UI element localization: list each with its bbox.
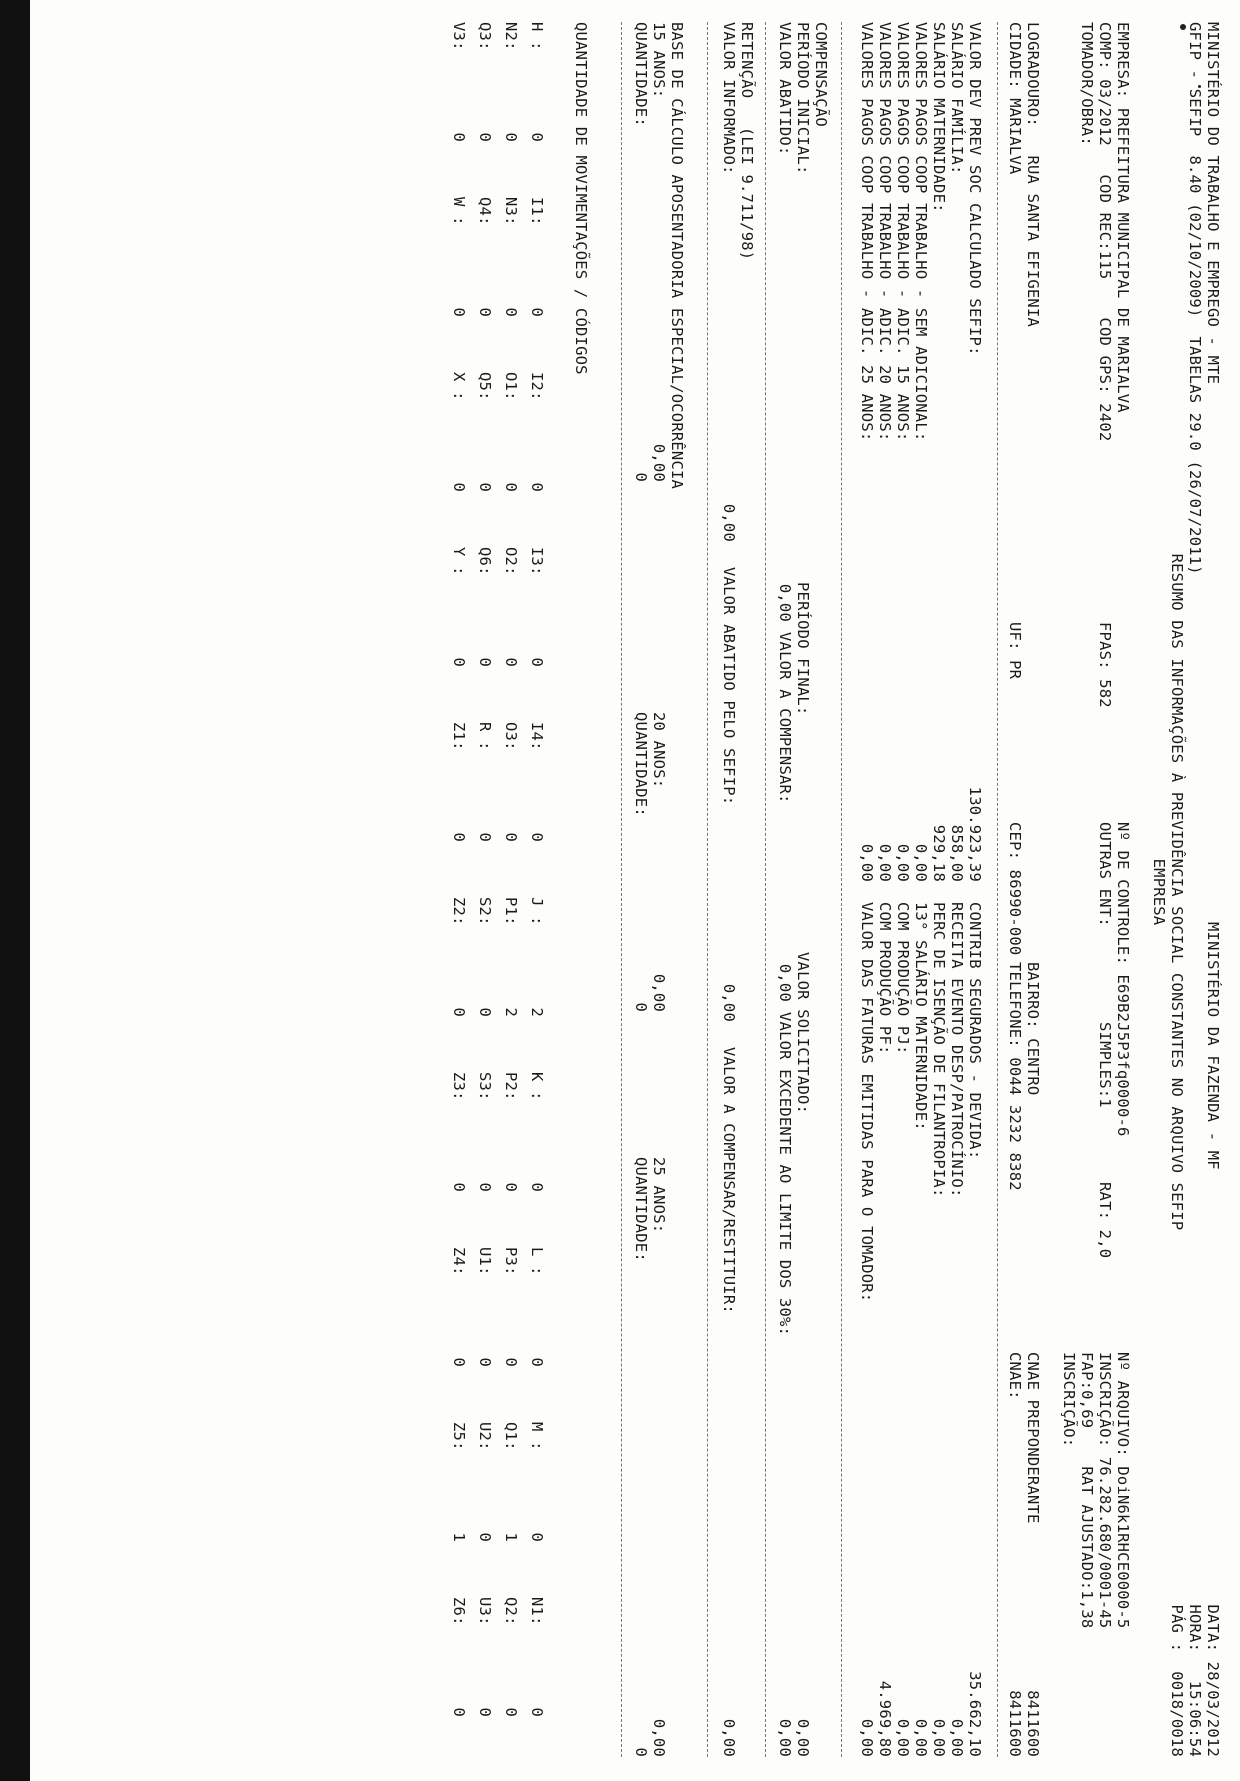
valor-abatido-sefip-label: VALOR ABATIDO PELO SEFIP: (720, 567, 738, 806)
numero-arquivo: Nº ARQUIVO: DoiN6k1RHCE0000-5 (1114, 1352, 1132, 1629)
mov-code-label: I1: (528, 197, 546, 226)
valor-value-2: 0,00 (894, 1718, 912, 1757)
mov-code-count: 0 (450, 482, 468, 492)
mov-code-count: 0 (528, 132, 546, 142)
mov-code-label: L : (528, 1247, 546, 1276)
mov-code-label: Q2: (502, 1597, 520, 1626)
mov-code-label: M : (528, 1422, 546, 1451)
valor-value: 0,00 (876, 843, 894, 882)
mov-code-count: 0 (450, 1007, 468, 1017)
mov-code-label: I2: (528, 372, 546, 401)
valor-value-2: 0,00 (912, 1718, 930, 1757)
mov-code-count: 0 (450, 1182, 468, 1192)
mov-code-count: 1 (502, 1532, 520, 1542)
valor-value-2: 0,00 (948, 1718, 966, 1757)
empresa-name: EMPRESA: PREFEITURA MUNICIPAL DE MARIALVA (1114, 22, 1132, 413)
numero-controle: Nº DE CONTROLE: E69B2J5P3fq0000-6 (1114, 822, 1132, 1137)
anos15-value: 0,00 (650, 443, 668, 482)
mov-code-count: 0 (502, 307, 520, 317)
telefone: TELEFONE: 0044 3232 8382 (1006, 962, 1024, 1191)
movimentacoes-title: QUANTIDADE DE MOVIMENTAÇÕES / CÓDIGOS (572, 22, 590, 375)
anos20-label: 20 ANOS: (650, 712, 668, 789)
mov-code-count: 1 (450, 1532, 468, 1542)
inscricao-tomador: INSCRIÇÃO: (1060, 1352, 1078, 1448)
fpas: FPAS: 582 (1096, 622, 1114, 708)
divider (841, 22, 842, 1757)
valor-value: 130.923,39 (966, 786, 984, 882)
periodo-inicial: PERÍODO INICIAL: (794, 22, 812, 175)
anos15-label: 15 ANOS: (650, 22, 668, 99)
mov-code-count: 0 (528, 1707, 546, 1717)
valor-label-2: CONTRIB SEGURADOS - DEVIDA: (966, 902, 984, 1160)
valor-value: 0,00 (894, 843, 912, 882)
logradouro: LOGRADOURO: RUA SANTA EFIGENIA (1024, 22, 1042, 328)
qtd15-value: 0 (632, 472, 650, 482)
valor-solicitado-label: VALOR SOLICITADO: (794, 952, 812, 1115)
valor-abatido-value: 0,00 (776, 583, 794, 622)
qtd25-value: 0 (632, 1747, 650, 1757)
mov-code-label: U1: (476, 1247, 494, 1276)
periodo-final: PERÍODO FINAL: (794, 582, 812, 716)
valor-value: 929,18 (930, 824, 948, 882)
report-date: DATA: 28/03/2012 (1204, 1604, 1222, 1757)
mov-code-label: Y : (450, 547, 468, 576)
mov-code-label: K : (528, 1072, 546, 1101)
valor-value-2: 35.662,10 (966, 1671, 984, 1757)
valor-label: SALÁRIO FAMÍLIA: (948, 22, 966, 175)
mov-code-label: U2: (476, 1422, 494, 1451)
mov-code-count: 0 (476, 657, 494, 667)
mov-code-label: O3: (502, 722, 520, 751)
mov-code-count: 0 (528, 307, 546, 317)
divider (765, 22, 766, 1757)
valor-compensar-restituir-label: VALOR A COMPENSAR/RESTITUIR: (720, 1047, 738, 1314)
mov-code-count: 2 (528, 1007, 546, 1017)
mov-code-label: P3: (502, 1247, 520, 1276)
valor-informado-value: 0,00 (720, 503, 738, 542)
mov-code-label: H : (528, 22, 546, 51)
cidade: CIDADE: MARIALVA (1006, 22, 1024, 175)
valor-label-2: 13° SALÁRIO MATERNIDADE: (912, 902, 930, 1131)
tomador-obra: TOMADOR/OBRA: (1078, 22, 1096, 146)
valor-label-2: RECEITA EVENTO DESP/PATROCÍNIO: (948, 902, 966, 1198)
mov-code-label: S2: (476, 897, 494, 926)
mov-code-count: 0 (502, 1707, 520, 1717)
mov-code-label: X : (450, 372, 468, 401)
divider (997, 22, 998, 1757)
anos25-value: 0,00 (650, 1718, 668, 1757)
mov-code-label: Q4: (476, 197, 494, 226)
valor-label-2: PERC DE ISENÇÃO DE FILANTROPIA: (930, 902, 948, 1198)
mov-code-label: Q6: (476, 547, 494, 576)
valor-label: SALÁRIO MATERNIDADE: (930, 22, 948, 213)
outras-entidades: OUTRAS ENT: (1096, 822, 1114, 927)
qtd15-label: QUANTIDADE: (632, 22, 650, 127)
mov-code-label: N1: (528, 1597, 546, 1626)
compensacao-title: COMPENSAÇÃO (812, 22, 830, 127)
mov-code-label: J : (528, 897, 546, 926)
fap-rat-ajustado: FAP:0,69 RAT AJUSTADO:1,38 (1078, 1352, 1096, 1629)
mov-code-label: R : (476, 722, 494, 751)
report-title: RESUMO DAS INFORMAÇÕES À PREVIDÊNCIA SOCIAL CONSTANTES NO ARQUIVO SEFIP (1168, 553, 1186, 1231)
mov-code-count: 0 (450, 832, 468, 842)
mov-code-count: 0 (528, 482, 546, 492)
cnae-label: CNAE: (1006, 1352, 1024, 1400)
qtd25-label: QUANTIDADE: (632, 1157, 650, 1262)
mov-code-count: 0 (450, 132, 468, 142)
mov-code-count: 0 (528, 1532, 546, 1542)
simples: SIMPLES:1 (1096, 1022, 1114, 1108)
mov-code-label: U3: (476, 1597, 494, 1626)
mov-code-label: Q1: (502, 1422, 520, 1451)
mov-code-count: 2 (502, 1007, 520, 1017)
cep: CEP: 86990-000 (1006, 822, 1024, 956)
ministry-mf: MINISTÉRIO DA FAZENDA - MF (1204, 922, 1222, 1170)
valor-a-compensar-label: VALOR A COMPENSAR: (776, 632, 794, 804)
divider (621, 22, 622, 1757)
mov-code-count: 0 (502, 657, 520, 667)
mov-code-label: Z2: (450, 897, 468, 926)
valor-label: VALORES PAGOS COOP TRABALHO - ADIC. 20 ANOS: (876, 22, 894, 442)
divider (707, 22, 708, 1757)
mov-code-count: 0 (476, 132, 494, 142)
mov-code-label: Z4: (450, 1247, 468, 1276)
valor-abatido-sefip-value: 0,00 (720, 983, 738, 1022)
valor-value: 0,00 (858, 843, 876, 882)
mov-code-count: 0 (450, 657, 468, 667)
mov-code-label: I4: (528, 722, 546, 751)
anos25-label: 25 ANOS: (650, 1157, 668, 1234)
mov-code-count: 0 (476, 1007, 494, 1017)
valor-label: VALOR DEV PREV SOC CALCULADO SEFIP: (966, 22, 984, 356)
valor-solicitado-value: 0,00 (794, 1718, 812, 1757)
rat: RAT: 2,0 (1096, 1182, 1114, 1259)
mov-code-label: S3: (476, 1072, 494, 1101)
mov-code-label: O1: (502, 372, 520, 401)
mov-code-label: N3: (502, 197, 520, 226)
mov-code-label: W : (450, 197, 468, 226)
report-sheet (230, 22, 1230, 1762)
mov-code-count: 0 (450, 307, 468, 317)
valor-label: VALORES PAGOS COOP TRABALHO - ADIC. 25 ANOS: (858, 22, 876, 442)
cnae-value: 8411600 (1006, 1690, 1024, 1757)
mov-code-count: 0 (476, 832, 494, 842)
mov-code-label: P1: (502, 897, 520, 926)
mov-code-label: I3: (528, 547, 546, 576)
mov-code-count: 0 (476, 1357, 494, 1367)
ministry-mte: MINISTÉRIO DO TRABALHO E EMPREGO - MTE (1204, 22, 1222, 385)
mov-code-label: N2: (502, 22, 520, 51)
valor-a-compensar-value: 0,00 (776, 963, 794, 1002)
inscricao-empresa: INSCRIÇÃO: 76.282.680/0001-45 (1096, 1352, 1114, 1629)
mov-code-label: Z3: (450, 1072, 468, 1101)
cnae-preponderante-value: 8411600 (1024, 1690, 1042, 1757)
valor-label-2: COM PRODUÇÃO PJ: (894, 902, 912, 1055)
valor-abatido-label: VALOR ABATIDO: (776, 22, 794, 156)
qtd20-value: 0 (632, 1002, 650, 1012)
mov-code-count: 0 (476, 1707, 494, 1717)
valor-value-2: 0,00 (930, 1718, 948, 1757)
qtd20-label: QUANTIDADE: (632, 712, 650, 817)
page-number: PÁG : 0018/0018 (1168, 1604, 1186, 1757)
bairro: BAIRRO: CENTRO (1024, 962, 1042, 1096)
valor-value-2: 4.969,80 (876, 1680, 894, 1757)
mov-code-count: 0 (450, 1707, 468, 1717)
anos20-value: 0,00 (650, 973, 668, 1012)
mov-code-count: 0 (476, 307, 494, 317)
valor-label-2: COM PRODUÇÃO PF: (876, 902, 894, 1055)
mov-code-count: 0 (476, 1532, 494, 1542)
report-subtitle: EMPRESA (1150, 858, 1168, 926)
valor-informado-label: VALOR INFORMADO: (720, 22, 738, 175)
valor-excedente-value: 0,00 (776, 1718, 794, 1757)
retencao-title: RETENÇÃO (LEI 9.711/98) (738, 22, 756, 261)
mov-code-count: 0 (528, 1357, 546, 1367)
uf: UF: PR (1006, 622, 1024, 680)
mov-code-count: 0 (476, 482, 494, 492)
cnae-preponderante-label: CNAE PREPONDERANTE (1024, 1352, 1042, 1524)
mov-code-label: V3: (450, 22, 468, 51)
valor-excedente-label: VALOR EXCEDENTE AO LIMITE DOS 30%: (776, 1012, 794, 1337)
mov-code-count: 0 (502, 1182, 520, 1192)
valor-value-2: 0,00 (858, 1718, 876, 1757)
mov-code-label: Z5: (450, 1422, 468, 1451)
valor-label-2: VALOR DAS FATURAS EMITIDAS PARA O TOMADOR: (858, 902, 876, 1303)
valor-value: 858,00 (948, 824, 966, 882)
mov-code-count: 0 (502, 132, 520, 142)
aposentadoria-title: BASE DE CÁLCULO APOSENTADORIA ESPECIAL/OCORRÊNCIA (668, 22, 686, 490)
mov-code-count: 0 (476, 1182, 494, 1192)
mov-code-label: P2: (502, 1072, 520, 1101)
mov-code-label: Q3: (476, 22, 494, 51)
competencia-codes: COMP: 03/2012 COD REC:115 COD GPS: 2402 (1096, 22, 1114, 442)
mov-code-count: 0 (502, 1357, 520, 1367)
mov-code-label: O2: (502, 547, 520, 576)
valor-label: VALORES PAGOS COOP TRABALHO - ADIC. 15 ANOS: (894, 22, 912, 442)
mov-code-count: 0 (502, 482, 520, 492)
mov-code-count: 0 (502, 832, 520, 842)
mov-code-count: 0 (450, 1357, 468, 1367)
mov-code-label: Q5: (476, 372, 494, 401)
valor-compensar-restituir-value: 0,00 (720, 1718, 738, 1757)
valor-label: VALORES PAGOS COOP TRABALHO - SEM ADICIONAL: (912, 22, 930, 442)
scan-edge (0, 0, 30, 1781)
valor-value: 0,00 (912, 843, 930, 882)
report-time: HORA: 15:06:54 (1186, 1604, 1204, 1757)
mov-code-count: 0 (528, 832, 546, 842)
mov-code-label: Z1: (450, 722, 468, 751)
software-version: GFIP - SEFIP 8.40 (02/10/2009) TABELAS 29.0 (26/07/2011) (1186, 22, 1204, 575)
mov-code-count: 0 (528, 657, 546, 667)
mov-code-label: Z6: (450, 1597, 468, 1626)
mov-code-count: 0 (528, 1182, 546, 1192)
